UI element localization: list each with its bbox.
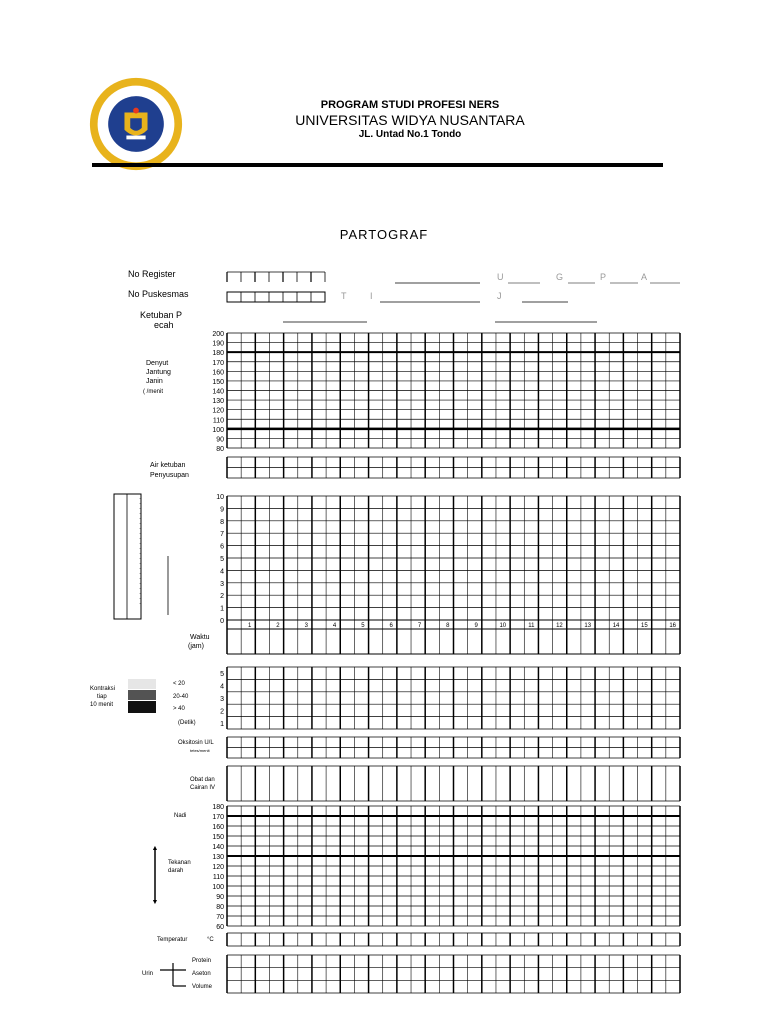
fhr-scale-label: 120 xyxy=(212,407,224,415)
amniotic-label: Air ketuban xyxy=(150,462,186,469)
dilation-dot: · xyxy=(139,531,141,537)
cervix-side-box xyxy=(114,494,141,619)
contraction-label-3: 10 menit xyxy=(90,702,114,708)
dilation-dot: · xyxy=(139,561,141,567)
legend-dark-swatch xyxy=(128,701,156,713)
contraction-label-2: tiap xyxy=(97,694,107,700)
hour-number: 6 xyxy=(389,623,393,629)
pulse-label: Nadi xyxy=(174,813,187,819)
cervix-scale-label: 8 xyxy=(220,518,224,526)
dilation-dot: · xyxy=(139,566,141,572)
legend-striped-swatch xyxy=(128,690,156,700)
cervix-scale-label: 4 xyxy=(220,568,224,576)
vitals-scale-label: 150 xyxy=(212,834,224,841)
dilation-dot: · xyxy=(139,556,141,562)
puskesmas-box xyxy=(227,292,325,302)
contraction-scale-label: 2 xyxy=(220,708,224,716)
fhr-scale-label: 80 xyxy=(216,446,224,453)
urine-protein: Protein xyxy=(192,958,212,964)
dilation-dot: · xyxy=(139,591,141,597)
hour-number: 14 xyxy=(612,623,620,629)
contraction-seconds: (Detik) xyxy=(178,720,196,726)
temperature-unit: °C xyxy=(207,937,214,943)
cervix-scale-label: 3 xyxy=(220,580,224,588)
urine-label: Urin xyxy=(142,971,154,977)
fhr-scale-label: 150 xyxy=(212,378,224,386)
fhr-scale-label: 170 xyxy=(212,359,224,367)
oxytocin-label: Oksitosin U/L xyxy=(178,740,214,746)
fhr-scale-label: 140 xyxy=(212,388,224,396)
dilation-dot: · xyxy=(139,496,141,502)
dilation-dot: · xyxy=(139,536,141,542)
cervix-scale-label: 6 xyxy=(220,543,224,551)
fhr-scale-label: 180 xyxy=(212,350,224,358)
fhr-label-3: Janin xyxy=(146,378,163,385)
time-label: Waktu xyxy=(190,634,210,641)
fhr-scale-label: 100 xyxy=(212,426,224,434)
hour-number: 3 xyxy=(304,623,308,629)
hour-number: 10 xyxy=(499,623,507,629)
vitals-scale-label: 110 xyxy=(212,874,224,881)
dilation-dot: · xyxy=(139,521,141,527)
time-unit: (jam) xyxy=(188,643,204,650)
hour-number: 16 xyxy=(669,623,676,629)
cervix-scale-label: 7 xyxy=(220,531,224,539)
drugs-label-2: Cairan IV xyxy=(190,785,216,791)
contraction-scale-label: 5 xyxy=(220,671,224,679)
ketuban-label-1: Ketuban P xyxy=(140,310,183,320)
cervix-scale-label: 2 xyxy=(220,593,224,601)
urine-volume: Volume xyxy=(192,984,213,990)
dilation-dot: · xyxy=(139,581,141,587)
fhr-scale-label: 200 xyxy=(212,331,224,338)
dilation-dot: · xyxy=(139,526,141,532)
letter-t: T xyxy=(341,291,347,301)
hour-number: 12 xyxy=(556,623,563,629)
ketuban-label-2: ecah xyxy=(154,320,174,330)
letter-j: J xyxy=(497,291,502,301)
molding-label: Penyusupan xyxy=(150,472,189,479)
vitals-scale-label: 100 xyxy=(212,884,224,891)
letter-a: A xyxy=(641,272,648,282)
cervix-scale-label: 1 xyxy=(220,605,224,613)
no-puskesmas-label: No Puskesmas xyxy=(128,289,189,299)
letter-u: U xyxy=(497,272,504,282)
contraction-lt20: < 20 xyxy=(173,681,185,687)
document-title: PARTOGRAF xyxy=(339,227,429,242)
dilation-dot: · xyxy=(139,551,141,557)
cervix-scale-label: 9 xyxy=(220,506,224,514)
dilation-dot: · xyxy=(139,511,141,517)
fhr-label-1: Denyut xyxy=(146,360,169,367)
dilation-dot: · xyxy=(139,506,141,512)
hour-number: 4 xyxy=(332,623,337,629)
fhr-scale-label: 160 xyxy=(212,369,224,377)
bp-arrow-down: ▼ xyxy=(151,899,159,906)
fhr-label-4: ( /menit xyxy=(143,389,164,395)
fhr-label-2: Jantung xyxy=(146,369,171,376)
vitals-scale-label: 90 xyxy=(216,894,224,901)
hour-number: 1 xyxy=(247,623,252,629)
hour-number: 13 xyxy=(584,623,592,629)
hour-number: 11 xyxy=(528,623,535,629)
bp-label-1: Tekanan xyxy=(168,860,191,866)
no-register-label: No Register xyxy=(128,269,176,279)
hour-number: 8 xyxy=(446,623,450,629)
letter-p: P xyxy=(600,272,607,282)
hour-number: 2 xyxy=(276,623,280,629)
dilation-dot: · xyxy=(139,601,141,607)
university-address: JL. Untad No.1 Tondo xyxy=(358,129,462,140)
contraction-gt40: > 40 xyxy=(173,706,185,712)
drugs-label-1: Obat dan xyxy=(190,777,215,783)
legend-light-swatch xyxy=(128,679,156,689)
hour-number: 15 xyxy=(641,623,648,629)
vitals-scale-label: 140 xyxy=(212,844,224,851)
dilation-dot: · xyxy=(139,546,141,552)
vitals-scale-label: 130 xyxy=(212,854,224,861)
letter-g: G xyxy=(556,272,564,282)
letter-i: I xyxy=(370,291,373,301)
urine-acetone: Aseton xyxy=(192,971,211,977)
cervix-scale-label: 5 xyxy=(220,556,224,563)
contraction-scale-label: 1 xyxy=(220,720,224,728)
contraction-20-40: 20-40 xyxy=(173,694,189,700)
fhr-scale-label: 130 xyxy=(212,398,224,406)
temperature-label: Temperatur xyxy=(157,937,188,943)
oxytocin-unit: tetes/menit xyxy=(190,748,210,753)
fhr-scale-label: 110 xyxy=(212,417,224,425)
dilation-dot: · xyxy=(139,501,141,507)
vitals-scale-label: 170 xyxy=(212,814,224,821)
hour-number: 5 xyxy=(361,623,365,629)
university-name: UNIVERSITAS WIDYA NUSANTARA xyxy=(295,112,525,128)
fhr-scale-label: 90 xyxy=(216,436,224,444)
dilation-dot: · xyxy=(139,571,141,577)
dilation-dot: · xyxy=(139,576,141,582)
contraction-label-1: Kontraksi xyxy=(90,686,116,692)
dilation-dot: · xyxy=(139,586,141,592)
dilation-dot: · xyxy=(139,596,141,602)
bp-label-2: darah xyxy=(168,868,184,874)
contraction-scale-label: 4 xyxy=(220,683,224,691)
dilation-dot: · xyxy=(139,541,141,547)
vitals-scale-label: 80 xyxy=(216,904,224,911)
vitals-scale-label: 120 xyxy=(212,864,224,871)
cervix-scale-label: 10 xyxy=(216,494,224,501)
hour-number: 7 xyxy=(417,623,422,629)
vitals-scale-label: 60 xyxy=(216,924,224,931)
vitals-scale-label: 160 xyxy=(212,824,224,831)
program-name: PROGRAM STUDI PROFESI NERS xyxy=(320,99,500,111)
bp-arrow-up: ▲ xyxy=(151,845,159,852)
vitals-scale-label: 180 xyxy=(212,804,224,811)
contraction-scale-label: 3 xyxy=(220,696,224,703)
cervix-scale-label: 0 xyxy=(220,618,224,625)
fhr-scale-label: 190 xyxy=(212,340,224,348)
vitals-scale-label: 70 xyxy=(216,914,224,921)
dilation-dot: · xyxy=(139,516,141,522)
hour-number: 9 xyxy=(474,623,478,629)
